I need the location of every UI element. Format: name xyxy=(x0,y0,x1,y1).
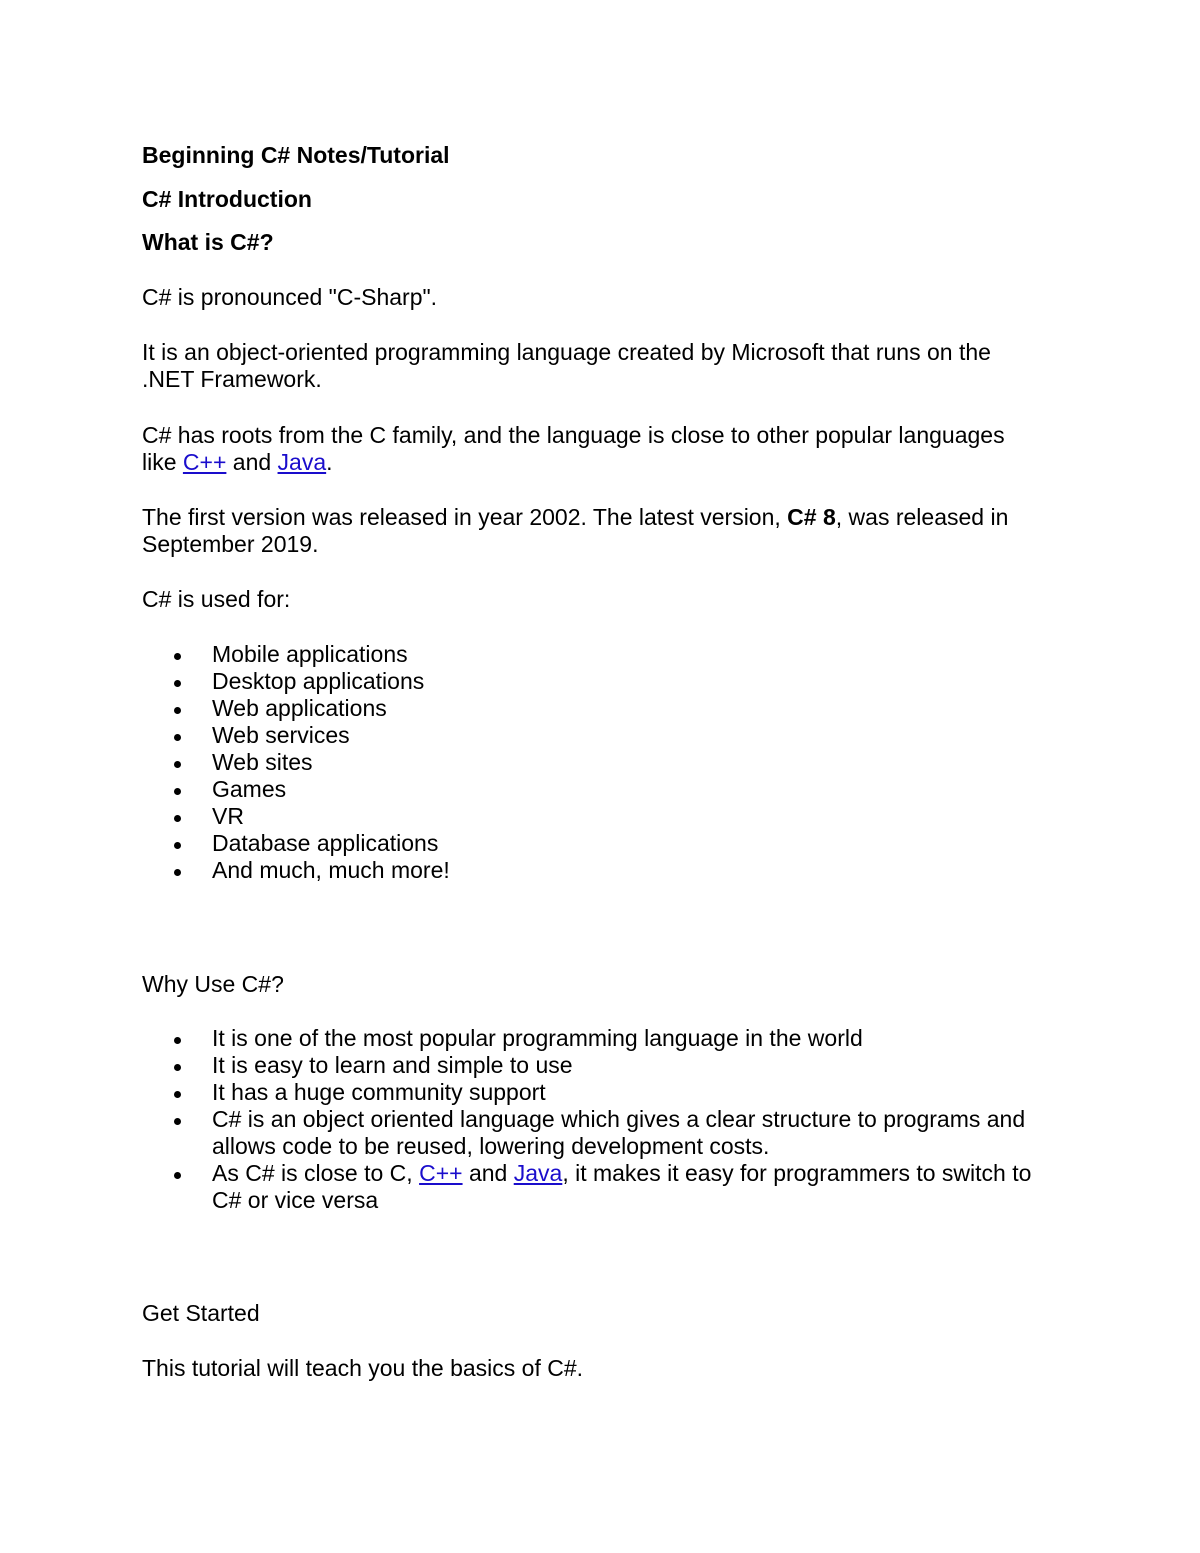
list-item-text-continued: allows code to be reused, lowering development costs. xyxy=(212,1133,770,1159)
list-item-text: It has a huge community support xyxy=(212,1079,546,1105)
list-item-text: Web applications xyxy=(212,695,387,721)
paragraph-roots-line1: C# has roots from the C family, and the language is close to other popular languages xyxy=(142,422,1005,448)
bullet-icon xyxy=(174,1172,181,1179)
version-text-a: The first version was released in year 2002. The latest version, xyxy=(142,504,788,530)
get-started-text: This tutorial will teach you the basics of C#. xyxy=(142,1355,584,1381)
list-item-text: It is easy to learn and simple to use xyxy=(212,1052,573,1078)
roots-and-text: and xyxy=(226,449,278,475)
paragraph-oop-line2: .NET Framework. xyxy=(142,366,322,392)
list-item-text: It is one of the most popular programming language in the world xyxy=(212,1025,863,1051)
bullet-icon xyxy=(174,734,181,741)
paragraph-pronounced: C# is pronounced "C-Sharp". xyxy=(142,284,438,310)
list-item-text: And much, much more! xyxy=(212,857,450,883)
get-started-heading: Get Started xyxy=(142,1300,260,1326)
list-item-text: Web sites xyxy=(212,749,313,775)
list-item-text: C# is an object oriented language which gives a clear structure to programs and xyxy=(212,1106,1026,1132)
bullet-icon xyxy=(174,1118,181,1125)
cpp-link[interactable]: C++ xyxy=(182,449,227,475)
document-title: Beginning C# Notes/Tutorial xyxy=(142,142,450,168)
paragraph-oop-line1: It is an object-oriented programming language created by Microsoft that runs on the xyxy=(142,339,991,365)
bullet-icon xyxy=(174,842,181,849)
list-item-text: Web services xyxy=(212,722,350,748)
intro-heading: C# Introduction xyxy=(142,186,312,212)
version-bold: C# 8 xyxy=(787,504,836,530)
why-item5-text-a: As C# is close to C, xyxy=(212,1160,420,1186)
cpp-link[interactable]: C++ xyxy=(419,1160,463,1186)
list-item-text: Desktop applications xyxy=(212,668,425,694)
java-link[interactable]: Java xyxy=(277,449,327,475)
list-item-text-continued: C# or vice versa xyxy=(212,1187,379,1213)
bullet-icon xyxy=(174,1064,181,1071)
version-text-b: , was released in xyxy=(835,504,1009,530)
why-heading: Why Use C#? xyxy=(142,971,284,997)
bullet-icon xyxy=(174,707,181,714)
bullet-icon xyxy=(174,815,181,822)
paragraph-roots-line2 xyxy=(142,449,333,476)
bullet-icon xyxy=(174,1091,181,1098)
bullet-icon xyxy=(174,653,181,660)
why-item5-and: and xyxy=(462,1160,514,1186)
bullet-icon xyxy=(174,1037,181,1044)
list-item-text: Games xyxy=(212,776,287,802)
bullet-icon xyxy=(174,680,181,687)
roots-end-text: . xyxy=(326,449,333,475)
bullet-icon xyxy=(174,869,181,876)
java-link[interactable]: Java xyxy=(513,1160,563,1186)
list-item-text: Mobile applications xyxy=(212,641,408,667)
bullet-icon xyxy=(174,761,181,768)
why-item5-text-b: , it makes it easy for programmers to switch to xyxy=(562,1160,1032,1186)
list-item-text: VR xyxy=(212,803,244,829)
used-for-label: C# is used for: xyxy=(142,586,291,612)
list-item-text: Database applications xyxy=(212,830,439,856)
what-heading: What is C#? xyxy=(142,229,274,255)
list-item-text xyxy=(212,1160,1031,1187)
paragraph-version-line1 xyxy=(142,504,1008,531)
paragraph-version-line2: September 2019. xyxy=(142,531,319,557)
bullet-icon xyxy=(174,788,181,795)
roots-like-text: like xyxy=(142,449,183,475)
